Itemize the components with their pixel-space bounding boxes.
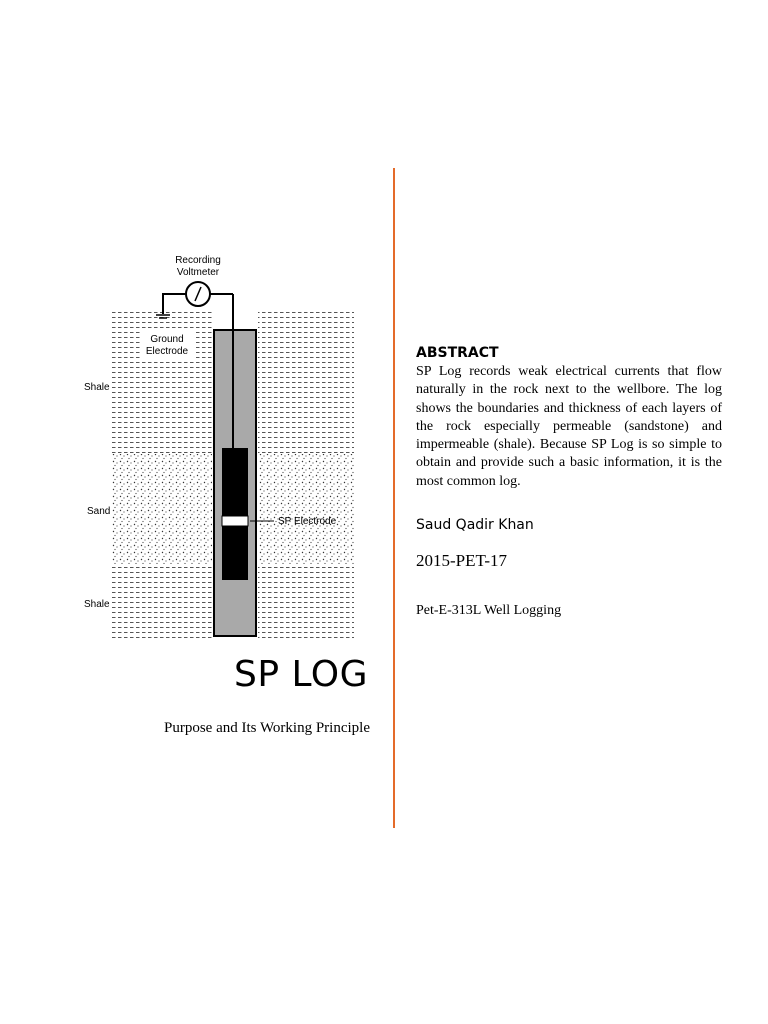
sp-log-diagram (70, 250, 380, 650)
sp-electrode (222, 516, 248, 526)
abstract-column (416, 345, 722, 619)
sp-log-diagram-svg (70, 250, 380, 650)
left-sand-layer (112, 454, 212, 564)
right-sand-layer (258, 454, 354, 564)
label-ground: Ground (150, 334, 184, 345)
label-electrode: Electrode (145, 346, 189, 357)
page-subtitle: Purpose and Its Working Principle (164, 720, 370, 736)
label-sand: Sand (87, 506, 111, 517)
course-name: Pet-E-313L Well Logging (416, 603, 562, 619)
right-shale-top (258, 312, 354, 454)
vertical-divider (393, 168, 395, 828)
label-shale-top: Shale (84, 382, 110, 393)
ground-wire (163, 294, 186, 314)
label-sp-electrode: SP Electrode (278, 516, 337, 527)
abstract-body: SP Log records weak electrical currents that flow naturally in the rock next to the wellbore. The log shows the boundaries and thickness of each layers of the rock especially permeable (sandstone) and impermeable (shale). Because SP Log is so simple to obtain and provide such a basic information, it is the most common log. (416, 364, 722, 489)
sp-tool (222, 448, 248, 580)
label-voltmeter: Voltmeter (176, 267, 220, 278)
registration-number: 2015-PET-17 (416, 551, 507, 571)
label-shale-bottom: Shale (84, 599, 110, 610)
author-name: Saud Qadir Khan (416, 517, 534, 534)
abstract-heading: ABSTRACT (416, 345, 499, 361)
label-recording: Recording (175, 255, 221, 266)
page-title: SP LOG (233, 654, 368, 695)
right-shale-bottom (258, 564, 354, 640)
left-shale-bottom (112, 564, 212, 640)
